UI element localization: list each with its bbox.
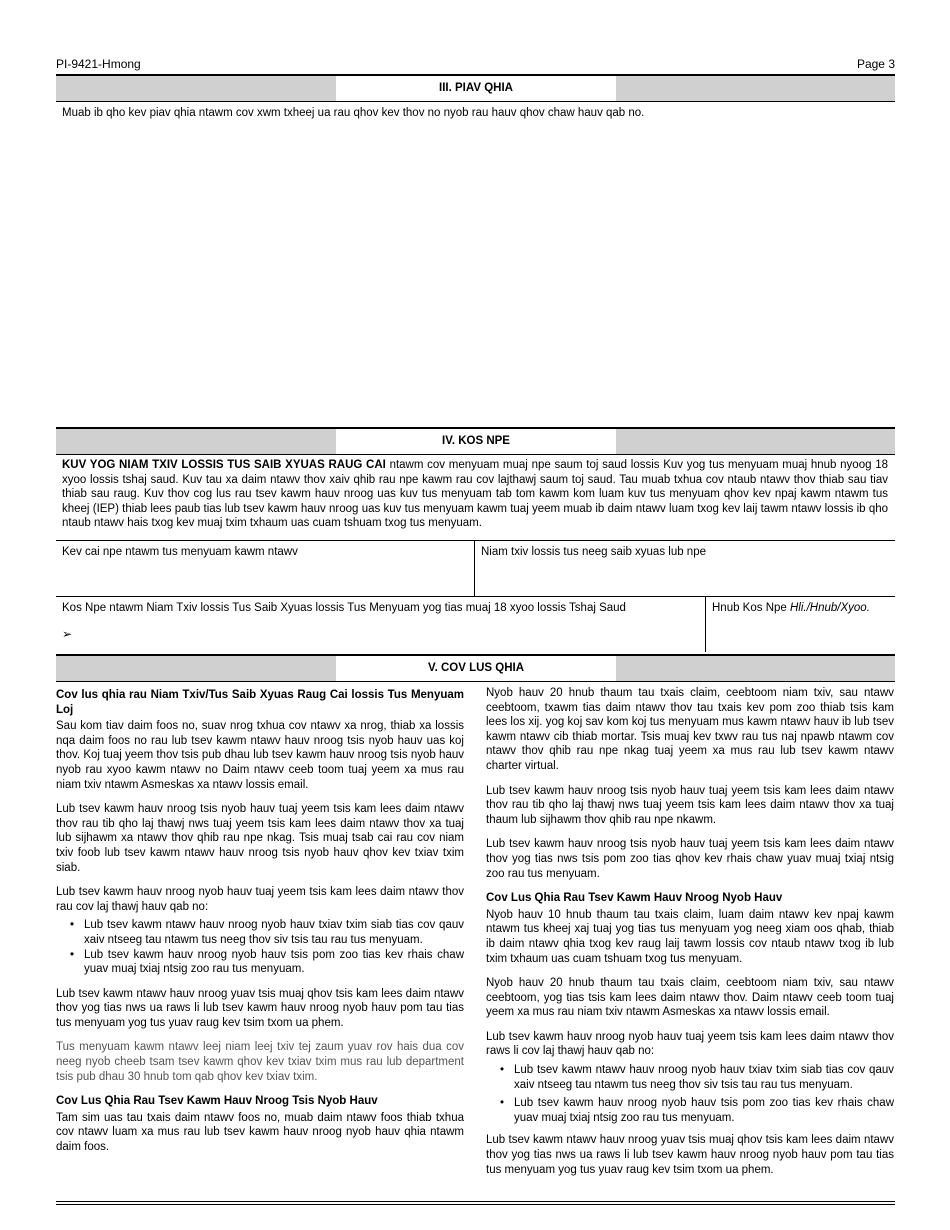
instructions-right-column <box>486 686 894 1187</box>
instructions-heading-parents: Cov lus qhia rau Niam Txiv/Tus Saib Xyuas Raug Cai lossis Tus Menyuam Loj <box>56 689 464 716</box>
paragraph: Lub tsev kawm hauv nroog tsis nyob hauv tuaj yeem tsis kam lees daim ntawv thov yog tias nws tsis pom zoo tias qhov kev rhais chaw yuav muaj txiaj ntsig zoo rau tus menyuam. <box>486 838 894 880</box>
paragraph: Lub tsev kawm hauv nroog nyob hauv tuaj yeem tsis kam lees daim ntawv thov raws li cov laj thawj hauv qab no: <box>486 1030 894 1058</box>
divider <box>705 596 706 652</box>
student-name-field[interactable] <box>58 560 470 594</box>
description-instruction: Muab ib qho kev piav qhia ntawm cov xwm txheej ua rau qhov kev thov no nyob rau hauv qhov chaw hauv qab no. <box>62 107 645 119</box>
signature-field[interactable] <box>80 618 700 650</box>
paragraph: Nyob hauv 20 hnub thaum tau txais claim, ceebtoom niam txiv, sau ntawv ceebtoom, txawm tias daim ntawv thov tau txais kev pom zoo thiab tsis kam lees los xij. yog koj sav kom koj tus menyuam mus kawm ntawv hauv ib lub tsev kawm ntawv cib thiab mortar. Tsis muaj kev txwv rau tus naj npawb ntawm cov ntawv thov qhib rau npe nkag tuaj yeem xa mus rau lub tsev kawm ntawv charter virtual. <box>486 687 894 772</box>
list-item: • Lub tsev kawm ntawv hauv nroog nyob hauv txiav txim siab tias cov qauv xaiv ntseeg tau ntawm tus neeg thov siv tsis tau rau tus menyuam. <box>486 1063 894 1092</box>
guardian-name-label: Niam txiv lossis tus neeg saib xyuas lub npe <box>481 546 706 558</box>
section-5-header <box>56 654 895 682</box>
paragraph: Lub tsev kawm hauv nroog nyob hauv tuaj yeem tsis kam lees daim ntawv thov rau cov laj thawj hauv qab no: <box>56 886 464 913</box>
guardian-name-field[interactable] <box>478 560 892 594</box>
consent-statement <box>62 458 888 531</box>
reasons-list <box>56 918 464 976</box>
sign-date-format: Hli./Hnub/Xyoo. <box>790 602 870 614</box>
signature-arrow-icon: ➢ <box>62 627 73 641</box>
sign-date-field[interactable] <box>710 618 892 650</box>
sign-date-prefix: Hnub Kos Npe <box>712 602 790 614</box>
list-item: • Lub tsev kawm hauv nroog nyob hauv tsis pom zoo tias kev rhais chaw yuav muaj txiaj ntsig zoo rau tus menyuam. <box>486 1096 894 1125</box>
section-4-title: IV. KOS NPE <box>336 429 616 454</box>
list-item: • Lub tsev kawm hauv nroog nyob hauv tsis pom zoo tias kev rhais chaw yuav muaj txiaj ntsig zoo rau tus menyuam. <box>56 948 464 977</box>
paragraph: Tus menyuam kawm ntawv leej niam leej txiv tej zaum yuav rov hais dua cov neeg nyob cheeb tsam tsev kawm qhov kev txiav txim mus rau lub department tsis pub dhau 30 hnub tom qab qhov kev txiav txim. <box>56 1041 464 1083</box>
page-header <box>56 57 895 71</box>
paragraph: Tam sim uas tau txais daim ntawv foos no, muab daim ntawv foos thiab txhua cov ntawv luam xa mus rau lub tsev kawm hauv nroog nyob hauv qhia ntawm daim foos. <box>56 1111 464 1154</box>
instructions-heading-resident: Cov Lus Qhia Rau Tsev Kawm Hauv Nroog Nyob Hauv <box>486 892 783 905</box>
sign-date-label <box>712 601 870 616</box>
section-5-title: V. COV LUS QHIA <box>336 656 616 681</box>
paragraph: Lub tsev kawm hauv nroog tsis nyob hauv tuaj yeem tsis kam lees daim ntawv thov rau tib qho laj thawj nws tuaj yeem tsis kam lees daim ntawv thov xa tuaj thaum lub sijhawm thov qhib rau npe nkawm. <box>486 784 894 826</box>
instructions-left-column <box>56 688 464 1165</box>
divider <box>56 596 895 597</box>
consent-bold: KUV YOG NIAM TXIV LOSSIS TUS SAIB XYUAS RAUG CAI <box>62 459 386 471</box>
page-number: Page 3 <box>856 57 895 71</box>
signature-label: Kos Npe ntawm Niam Txiv lossis Tus Saib Xyuas lossis Tus Menyuam yog tias muaj 18 xyoo lossis Tshaj Saud <box>62 602 626 614</box>
student-name-label: Kev cai npe ntawm tus menyuam kawm ntawv <box>62 546 298 558</box>
instructions-heading-nonresident: Cov Lus Qhia Rau Tsev Kawm Hauv Nroog Tsis Nyob Hauv <box>56 1095 378 1108</box>
paragraph: Lub tsev kawm ntawv hauv nroog yuav tsis muaj qhov tsis kam lees daim ntawv thov yog tias nws ua raws li lub tsev kawm hauv nroog nyob hauv pom tau tias tus menyuam yog tus yuav raug kev tsim txom ua phem. <box>486 1134 894 1176</box>
section-3-header <box>56 74 895 102</box>
form-id: PI-9421-Hmong <box>56 57 141 71</box>
description-area[interactable] <box>56 122 895 424</box>
paragraph: Sau kom tiav daim foos no, suav nrog txhua cov ntawv xa nrog, thiab xa lossis nqa daim foos no rau lub tsev kawm ntawv hauv nroog tsis nyob hauv uas koj thov. Koj tuaj yeem thov tsis pub dhau lub tsev kawm hauv nroog tsis nyob hauv nyob rau xyoo kawm ntawv no Daim ntawv ceeb toom tuaj yeem xa mus rau niam txiv ntawm Asmeskas xa ntawv lossis email. <box>56 720 464 791</box>
paragraph: Lub tsev kawm hauv nroog tsis nyob hauv tuaj yeem tsis kam lees daim ntawv thov rau tib qho laj thawj nws tuaj yeem tsis kam lees daim ntawv thov xa tuaj lub sijhawm xa ntawv thov qhib rau npe nkag. Tsis muaj tsab cai rau cov niam txiv foob lub tsev kawm ntawv hauv nroog tsis nyob hauv qhov kev txiav txim siab. <box>56 803 464 874</box>
paragraph: Lub tsev kawm ntawv hauv nroog yuav tsis muaj qhov tsis kam lees daim ntawv thov yog tias nws ua raws li lub tsev kawm hauv nroog nyob hauv pom tau tias tus menyuam yog tus yuav raug kev tsim txom ua phem. <box>56 987 464 1029</box>
paragraph: Nyob hauv 20 hnub thaum tau txais claim, ceebtoom niam txiv, sau ntawv ceebtoom, yog tias tsis kam lees daim ntawv thov. Daim ntawv ceeb toom tuaj yeem xa mus rau niam txiv ntawm Asmeskas xa ntawv lossis email. <box>486 977 894 1019</box>
reasons-list <box>486 1063 894 1125</box>
paragraph: Nyob hauv 10 hnub thaum tau txais claim, luam daim ntawv kev npaj kawm ntawm tus kheej xaj tuaj yog tias tus menyuam yog neeg xiam oos qhab, thiab ib daim ntawv qhia txog kev raug laij tawm lossis cov ntaub ntawv txog ib lub txim txhaum uas cuam tshuam txog tus menyuam. <box>486 908 894 965</box>
list-item: • Lub tsev kawm ntawv hauv nroog nyob hauv txiav txim siab tias cov qauv xaiv ntseeg tau ntawm tus neeg thov siv tsis tau rau tus menyuam. <box>56 918 464 947</box>
section-4-header <box>56 427 895 455</box>
divider <box>56 540 895 541</box>
bottom-rule <box>56 1201 895 1202</box>
consent-text: ntawm cov menyuam muaj npe saum toj saud lossis Kuv yog tus menyuam muaj hnub nyoog 18 xyoo lossis tshaj saud. Kuv tau xa daim ntawv thov xaiv qhib rau npe kawm rau cov lajthawj saum toj saud. Tau muab txhua cov ntaub ntawv thov thiab sau tiav thiab sau raug. Kuv thov cog lus rau tsev kawm hauv nroog uas kuv tus menyuam tab tom kawm kom luam kuv tus menyuam qhov kev npaj kawm ntawm tus kheej (IEP) thiab lees paub tias lub tsev kawm hauv nroog uas kuv tus menyuam kawm tuaj yeem muab ib daim ntawv luam txog kev laij tawm ntawv lossis ib qho ntaub ntawv hais txog kev muaj txim txhaum uas cuam tshuam txog tus menyuam. <box>62 459 888 530</box>
divider <box>474 540 475 596</box>
bottom-rule <box>56 1204 895 1205</box>
section-3-title: III. PIAV QHIA <box>336 76 616 101</box>
